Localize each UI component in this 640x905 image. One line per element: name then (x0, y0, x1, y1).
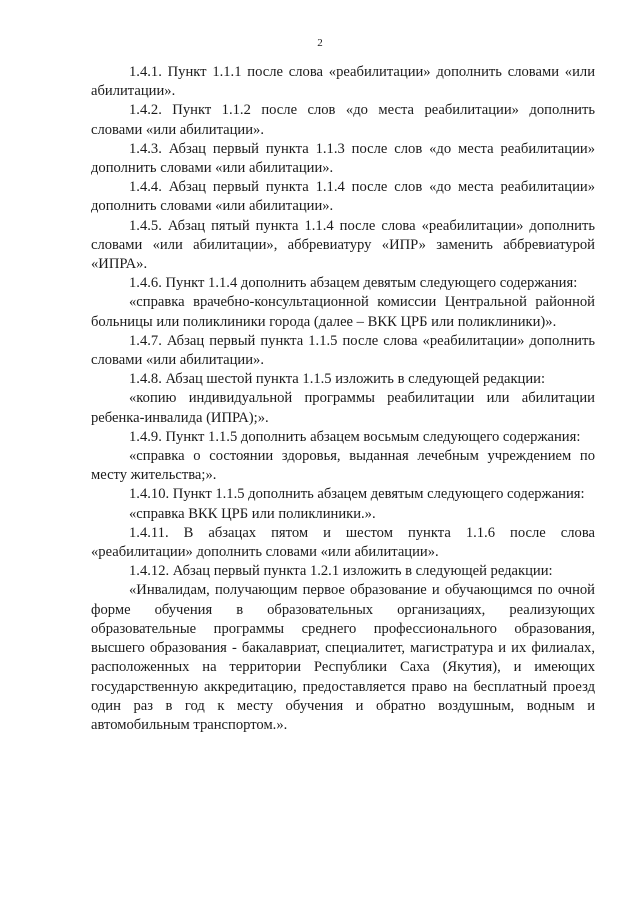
paragraph-1-4-10-quote: «справка ВКК ЦРБ или поликлиники.». (129, 505, 376, 522)
document-body (91, 63, 595, 735)
paragraph-1-4-1: 1.4.1. Пункт 1.1.1 после слова «реабилитации» дополнить словами «или абилитации». (91, 64, 595, 100)
paragraph-1-4-9: 1.4.9. Пункт 1.1.5 дополнить абзацем восьмым следующего содержания: (129, 428, 581, 445)
paragraph-1-4-8-quote: «копию индивидуальной программы реабилитации или абилитации ребенка-инвалида (ИПРА);». (91, 390, 595, 426)
paragraph-1-4-4: 1.4.4. Абзац первый пункта 1.1.4 после слов «до места реабилитации» дополнить словами «или абилитации». (91, 179, 595, 215)
paragraph-1-4-11: 1.4.11. В абзацах пятом и шестом пункта 1.1.6 после слова «реабилитации» дополнить словами «или абилитации». (91, 524, 595, 561)
paragraph-1-4-8: 1.4.8. Абзац шестой пункта 1.1.5 изложить в следующей редакции: (129, 371, 546, 388)
paragraph-1-4-3: 1.4.3. Абзац первый пункта 1.1.3 после слов «до места реабилитации» дополнить словами «или абилитации». (91, 140, 595, 177)
paragraph-1-4-9-quote: «справка о состоянии здоровья, выданная лечебным учреждением по месту жительства;». (91, 448, 595, 484)
paragraph-1-4-6: 1.4.6. Пункт 1.1.4 дополнить абзацем девятым следующего содержания: (129, 275, 578, 292)
paragraph-1-4-6-quote: «справка врачебно-консультационной комиссии Центральной районной больницы или поликлиники города (далее – ВКК ЦРБ или поликлиники)». (91, 294, 595, 330)
page-number: 2 (317, 37, 323, 49)
paragraph-1-4-5: 1.4.5. Абзац пятый пункта 1.1.4 после слова «реабилитации» дополнить словами «или абилитации», аббревиатуру «ИПР» заменить аббревиатурой «ИПРА». (91, 217, 595, 273)
paragraph-1-4-10: 1.4.10. Пункт 1.1.5 дополнить абзацем девятым следующего содержания: (129, 486, 585, 503)
paragraph-1-4-2: 1.4.2. Пункт 1.1.2 после слов «до места реабилитации» дополнить словами «или абилитации». (91, 102, 595, 138)
paragraph-1-4-12: 1.4.12. Абзац первый пункта 1.2.1 изложить в следующей редакции: (129, 563, 553, 580)
paragraph-1-4-12-quote: «Инвалидам, получающим первое образование и обучающимся по очной форме обучения в образовательных организациях, реализующих образовательные программы среднего профессионального образования, высшего образования - бакалавриат, специалитет, магистратура и их филиалах, расположенных на территории Республики Саха (Якутия), и имеющих государственную аккредитацию, предоставляется право на бесплатный проезд один раз в год к месту обучения и обратно воздушным, водным и автомобильным транспортом.». (91, 582, 595, 733)
paragraph-1-4-7: 1.4.7. Абзац первый пункта 1.1.5 после слова «реабилитации» дополнить словами «или абилитации». (91, 332, 595, 369)
